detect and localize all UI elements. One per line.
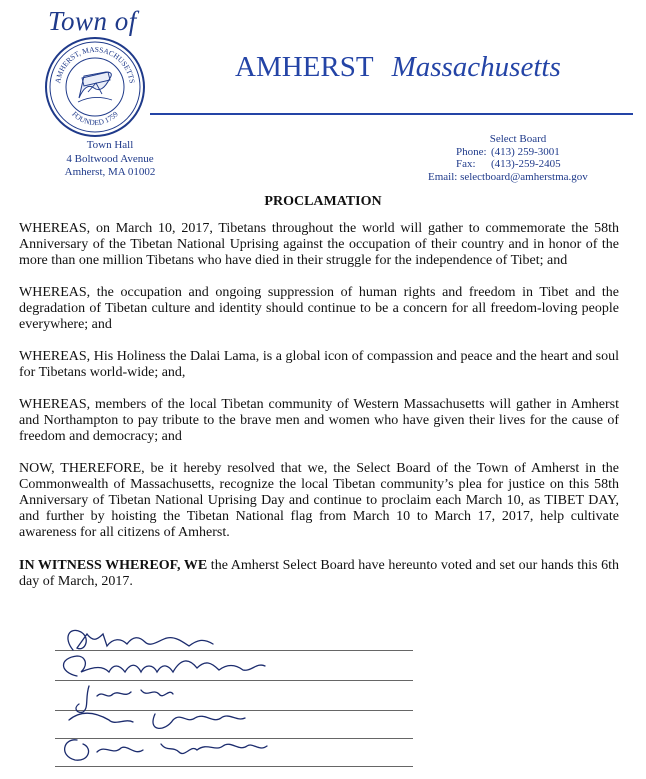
signature-4 [69, 713, 245, 728]
fax-row [420, 158, 640, 171]
signature-1 [68, 630, 213, 650]
select-board-title: Select Board [489, 133, 547, 145]
email-label: Email: [428, 170, 458, 183]
witness-text: the Amherst Select Board have hereunto voted and set our hands this 6th day of March, 2017. [19, 558, 620, 589]
signature-block [55, 628, 415, 768]
signature-3 [76, 686, 173, 712]
letterhead-title [235, 51, 561, 84]
fax-label: Fax: [456, 158, 476, 170]
signatures-drawing [55, 628, 415, 778]
town-name: AMHERST [235, 51, 374, 83]
signature-5 [65, 740, 267, 760]
resolution-paragraph: NOW, THEREFORE, be it hereby resolved that we, the Select Board of the Town of Amherst in the Commonwealth of Massachusetts, recognize the local Tibetan community’s plea for justice on this 58th Anniversary of Tibetan National Uprising Day and continue to proclaim each March 10, as TIBET DAY, and further by hoisting the Tibetan National flag from March 10 to March 17, 2017, help cultivate awareness for all citizens of Amherst. [19, 461, 619, 540]
letterhead-divider [150, 113, 633, 115]
town-hall-street: 4 Boltwood Avenue [66, 152, 154, 165]
seal-bottom-text: FOUNDED 1759 [70, 109, 120, 128]
town-of-label: Town of [48, 6, 137, 36]
town-hall-city: Amherst, MA 01002 [64, 166, 156, 178]
whereas-paragraph-1: WHEREAS, on March 10, 2017, Tibetans throughout the world will gather to commemorate the 58th Anniversary of the Tibetan National Uprising against the occupation of their country and in honor of the more than one million Tibetans who have died in their struggle for the independence of Tibet; and [19, 221, 619, 268]
proclamation-heading: PROCLAMATION [264, 194, 382, 209]
signature-2 [64, 656, 266, 676]
phone-label: Phone: [456, 145, 487, 158]
phone-number: (413) 259-3001 [491, 145, 560, 158]
state-name: Massachusetts [391, 51, 561, 83]
whereas-paragraph-3: WHEREAS, His Holiness the Dalai Lama, is a global icon of compassion and peace and the heart and soul for Tibetans world-wide; and, [19, 349, 619, 380]
email-address[interactable]: selectboard@amherstma.gov [460, 170, 588, 183]
phone-row [420, 146, 640, 159]
proclamation-body [19, 221, 619, 606]
whereas-paragraph-2: WHEREAS, the occupation and ongoing suppression of human rights and freedom in Tibet and the degradation of Tibetan culture and identity should continue to be a concern for all freedom-loving people everywhere; and [19, 285, 619, 332]
whereas-paragraph-4: WHEREAS, members of the local Tibetan community of Western Massachusetts will gather in Amherst and Northampton to pay tribute to the brave men and women who have given their lives for the cause of freedom and democracy; and [19, 397, 619, 444]
witness-paragraph [19, 558, 619, 590]
seal-top-text: AMHERST, MASSACHUSETTS [53, 44, 137, 84]
town-hall-name: Town Hall [86, 139, 134, 151]
witness-bold: IN WITNESS WHEREOF, WE [19, 558, 208, 573]
town-seal-icon [44, 36, 146, 138]
select-board-contact [420, 133, 640, 183]
town-hall-address [50, 139, 170, 180]
fax-number: (413)-259-2405 [491, 158, 561, 170]
email-row [420, 171, 640, 184]
